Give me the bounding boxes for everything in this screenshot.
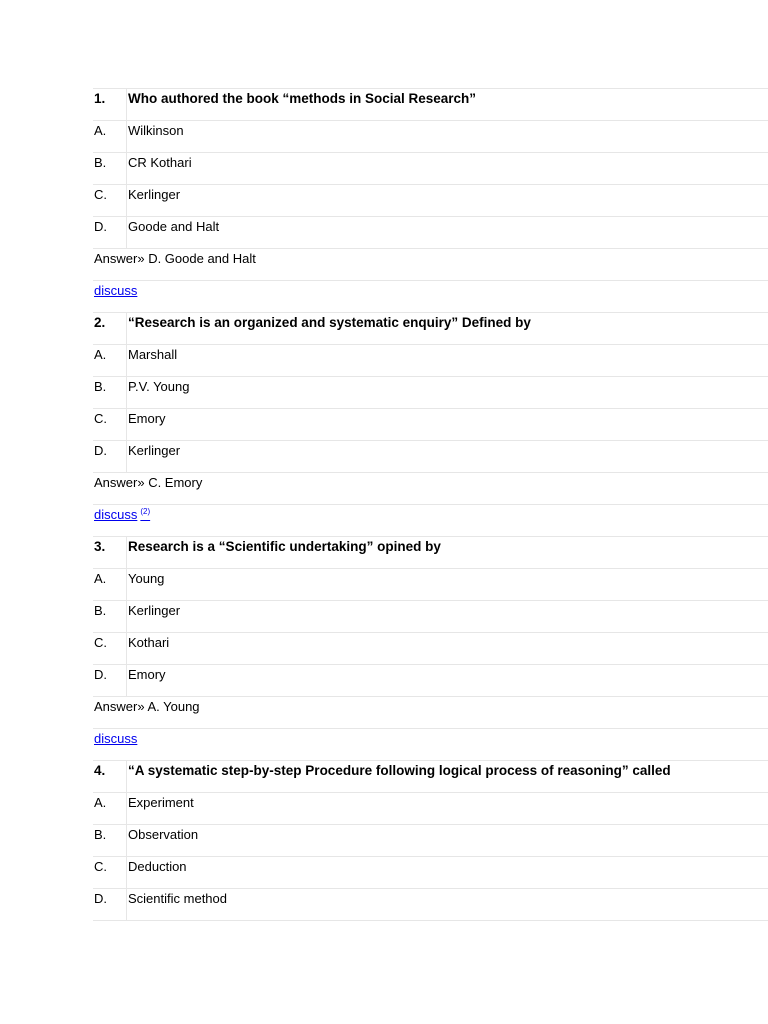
option-row — [93, 857, 768, 889]
question-text: Research is a “Scientific undertaking” opined by — [128, 539, 441, 554]
option-letter: C. — [93, 185, 127, 216]
option-letter: A. — [93, 793, 127, 824]
option-letter: A. — [93, 121, 127, 152]
option-text: Kothari — [128, 635, 170, 650]
option-row — [93, 153, 768, 185]
option-row — [93, 665, 768, 697]
discuss-link-label: discuss — [94, 507, 138, 523]
option-letter: B. — [93, 825, 127, 856]
answer-text: Answer» C. Emory — [94, 475, 203, 490]
question-number: 2. — [93, 313, 127, 344]
option-text: CR Kothari — [128, 155, 192, 170]
answer-text: Answer» A. Young — [94, 699, 200, 714]
option-letter: B. — [93, 377, 127, 408]
option-row — [93, 569, 768, 601]
question-number: 4. — [93, 761, 127, 792]
option-text: Kerlinger — [128, 603, 181, 618]
discuss-link[interactable] — [94, 507, 150, 522]
option-text: Young — [128, 571, 165, 586]
option-letter: B. — [93, 153, 127, 184]
option-text: Wilkinson — [128, 123, 184, 138]
question-row — [93, 537, 768, 569]
option-row — [93, 441, 768, 473]
option-row — [93, 793, 768, 825]
question-text: “A systematic step-by-step Procedure following logical process of reasoning” called — [128, 763, 671, 778]
discuss-row — [93, 505, 768, 537]
discuss-row — [93, 281, 768, 313]
option-text: Emory — [128, 411, 166, 426]
option-row — [93, 185, 768, 217]
option-letter: C. — [93, 409, 127, 440]
option-letter: B. — [93, 601, 127, 632]
option-letter: A. — [93, 569, 127, 600]
option-row — [93, 825, 768, 857]
option-letter: D. — [93, 665, 127, 696]
option-text: Observation — [128, 827, 199, 842]
option-row — [93, 217, 768, 249]
option-text: Emory — [128, 667, 166, 682]
option-row — [93, 121, 768, 153]
option-row — [93, 345, 768, 377]
option-text: Kerlinger — [128, 187, 181, 202]
discuss-count: (2) — [140, 507, 151, 516]
answer-row — [93, 249, 768, 281]
option-letter: D. — [93, 217, 127, 248]
option-row — [93, 633, 768, 665]
discuss-link[interactable]: discuss — [94, 283, 138, 298]
option-row — [93, 601, 768, 633]
option-text: Scientific method — [128, 891, 227, 906]
option-text: Goode and Halt — [128, 219, 220, 234]
question-row — [93, 313, 768, 345]
answer-row — [93, 697, 768, 729]
option-letter: D. — [93, 441, 127, 472]
option-text: P.V. Young — [128, 379, 190, 394]
option-text: Deduction — [128, 859, 187, 874]
option-text: Marshall — [128, 347, 178, 362]
option-letter: D. — [93, 889, 127, 920]
question-row — [93, 761, 768, 793]
answer-row — [93, 473, 768, 505]
option-letter: C. — [93, 857, 127, 888]
mcq-document — [93, 88, 768, 921]
question-text: Who authored the book “methods in Social Research” — [128, 91, 477, 106]
answer-text: Answer» D. Goode and Halt — [94, 251, 256, 266]
discuss-link[interactable]: discuss — [94, 731, 138, 746]
option-row — [93, 889, 768, 921]
option-text: Experiment — [128, 795, 194, 810]
question-number: 1. — [93, 89, 127, 120]
question-row — [93, 89, 768, 121]
option-text: Kerlinger — [128, 443, 181, 458]
option-row — [93, 409, 768, 441]
question-number: 3. — [93, 537, 127, 568]
option-row — [93, 377, 768, 409]
option-letter: A. — [93, 345, 127, 376]
discuss-row — [93, 729, 768, 761]
question-text: “Research is an organized and systematic enquiry” Defined by — [128, 315, 531, 330]
option-letter: C. — [93, 633, 127, 664]
